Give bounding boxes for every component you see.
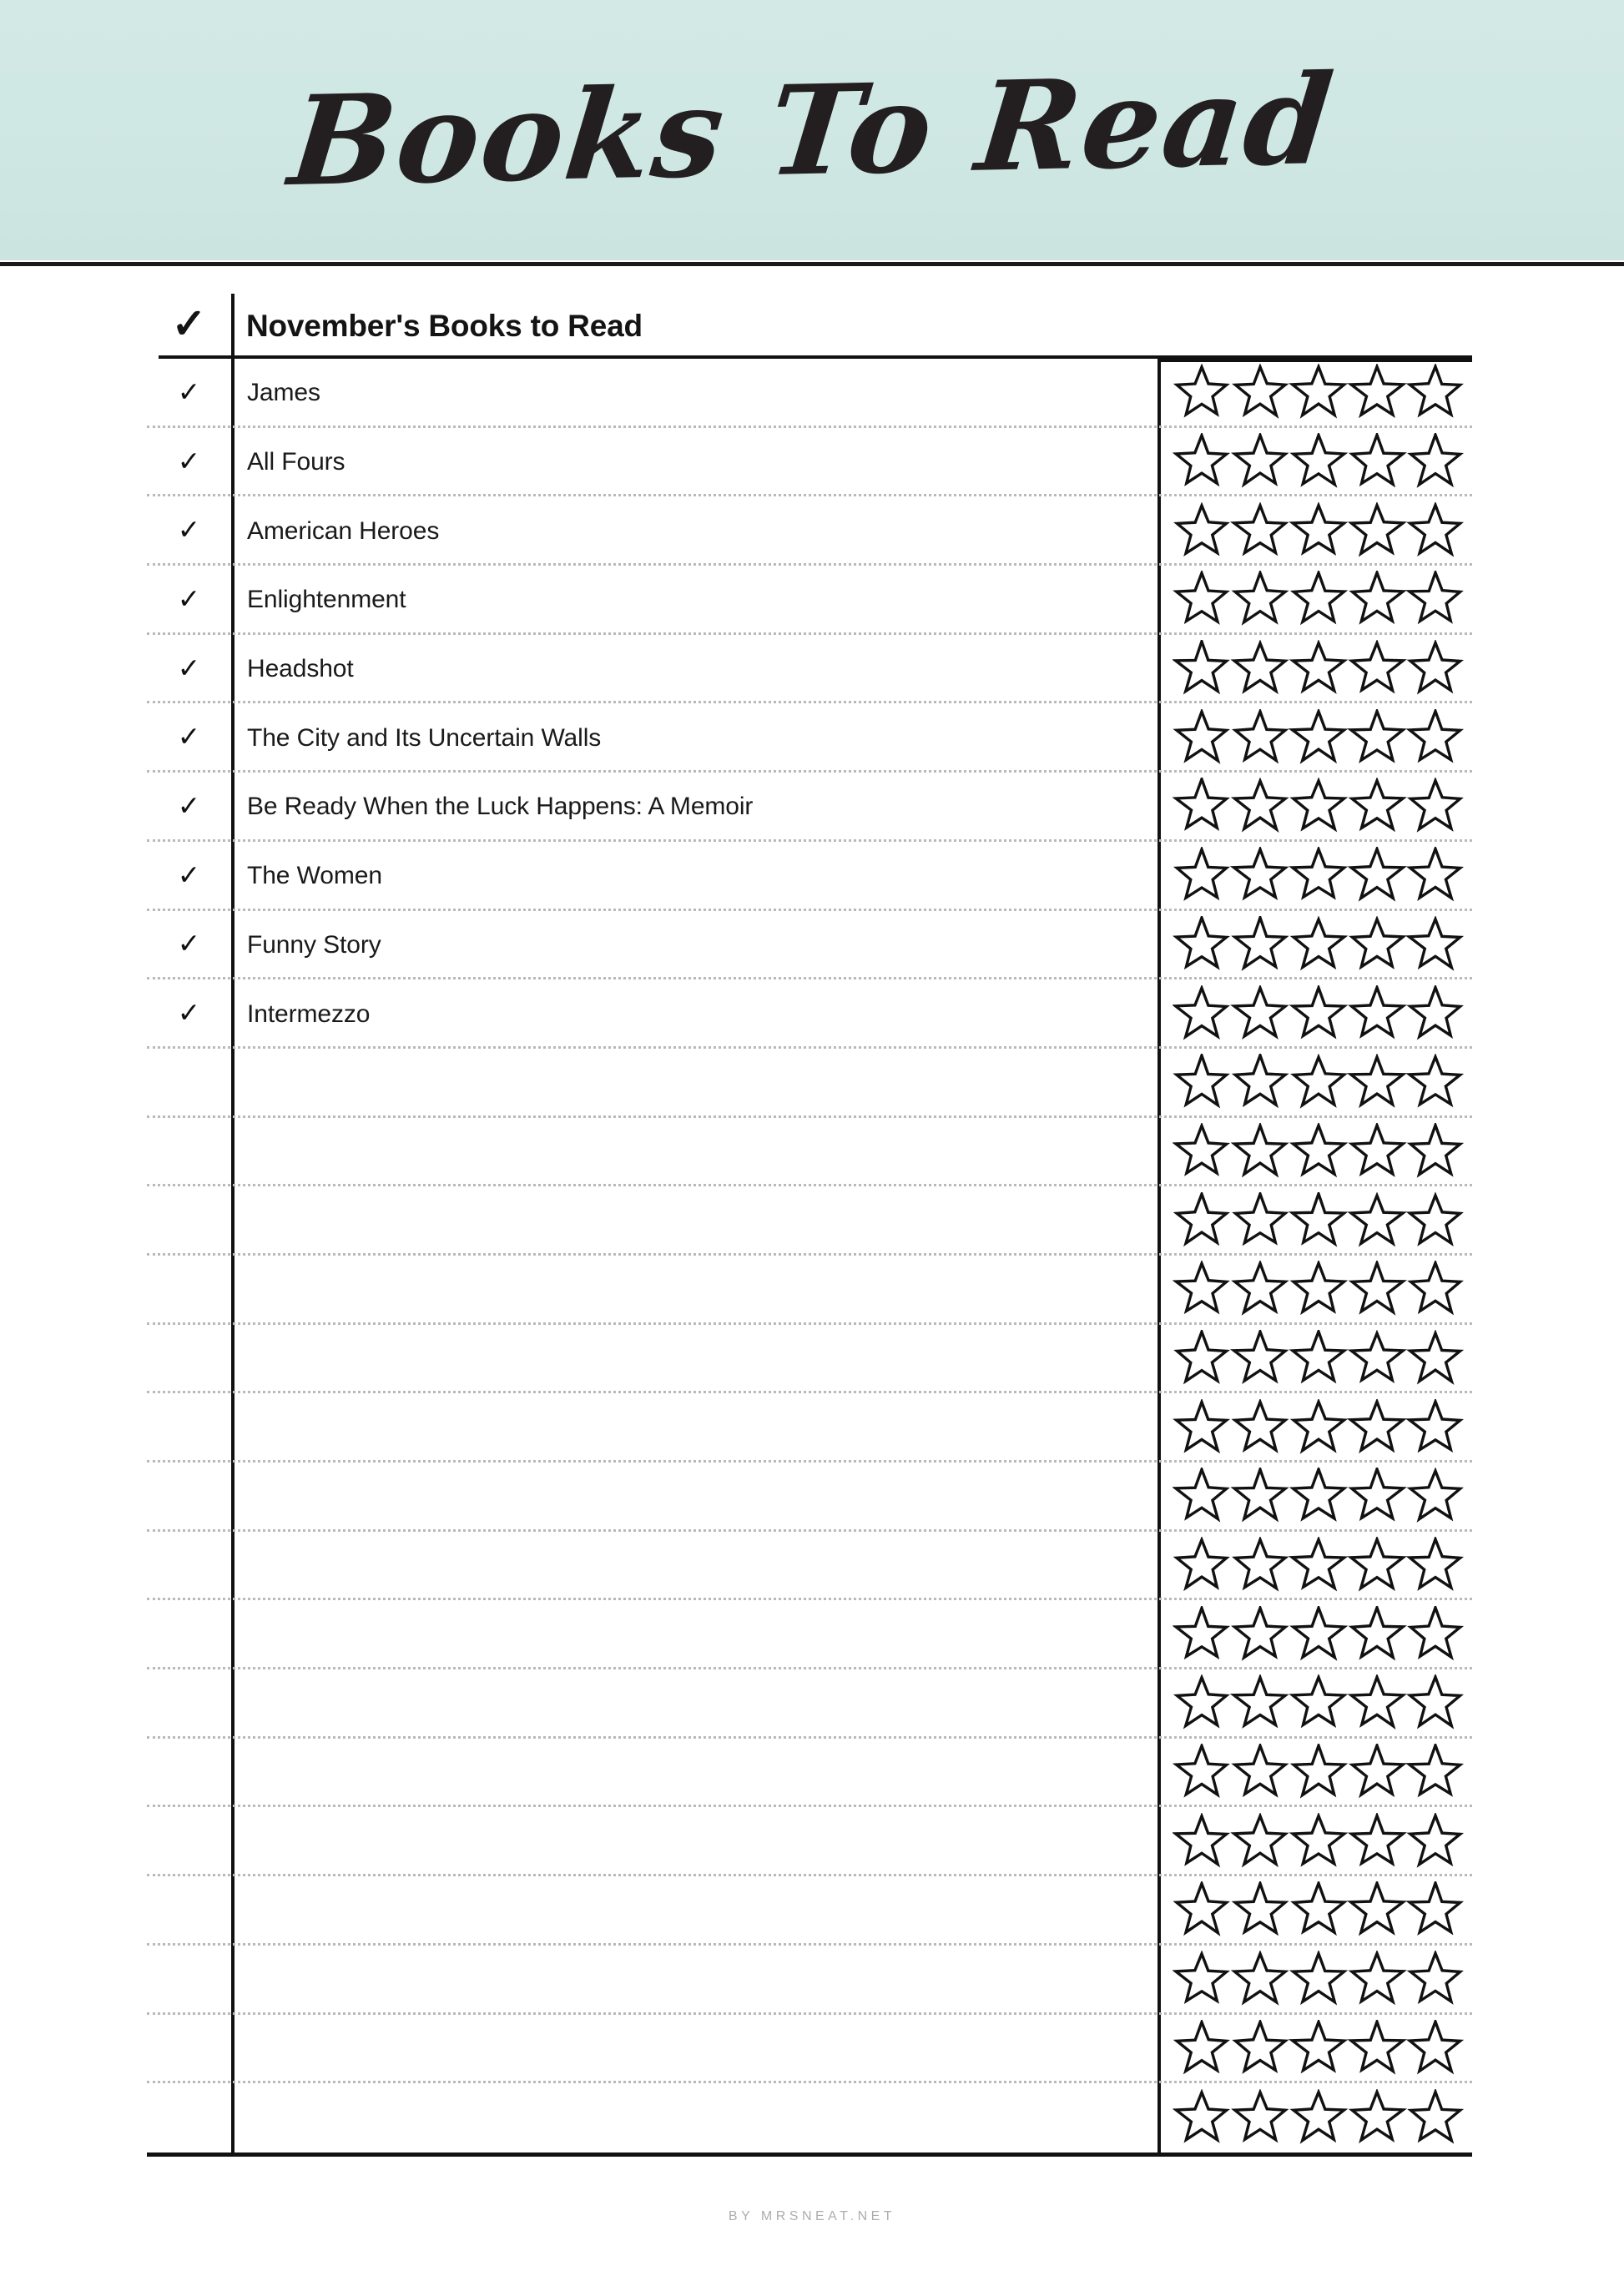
table-row[interactable]: [147, 1256, 1472, 1325]
table-row[interactable]: [147, 1049, 1472, 1118]
star-rating-group[interactable]: [1173, 2020, 1465, 2078]
row-checkmark[interactable]: [147, 1634, 231, 1637]
star-rating-group[interactable]: [1173, 1330, 1465, 1388]
table-row[interactable]: [147, 566, 1472, 635]
star-rating-group[interactable]: [1173, 985, 1465, 1044]
star-rating-group[interactable]: [1173, 433, 1465, 491]
footer-credit: BY MRSNEAT.NET: [728, 2209, 896, 2223]
table-row[interactable]: [147, 1669, 1472, 1739]
row-book-title[interactable]: Headshot: [247, 655, 354, 683]
table-row[interactable]: [147, 703, 1472, 773]
row-star-rating[interactable]: [1161, 1537, 1472, 1595]
star-rating-group[interactable]: [1173, 1192, 1465, 1251]
table-row[interactable]: [147, 911, 1472, 980]
row-book-title[interactable]: Intermezzo: [247, 999, 371, 1028]
table-row[interactable]: [147, 1393, 1472, 1463]
row-checkmark[interactable]: [147, 1840, 231, 1844]
star-rating-group[interactable]: [1173, 1674, 1465, 1733]
star-rating-group[interactable]: [1173, 709, 1465, 768]
row-star-rating[interactable]: [1161, 2020, 1472, 2078]
row-star-rating[interactable]: [1161, 571, 1472, 629]
table-row[interactable]: [147, 496, 1472, 566]
row-checkmark[interactable]: [147, 1288, 231, 1292]
row-checkmark[interactable]: ✓: [177, 445, 201, 476]
table-row[interactable]: [147, 1739, 1472, 1808]
table-row[interactable]: [147, 1186, 1472, 1256]
row-book-title[interactable]: Enlightenment: [247, 586, 406, 614]
star-rating-group[interactable]: [1173, 1399, 1465, 1458]
row-checkmark[interactable]: ✓: [177, 652, 201, 683]
row-star-rating[interactable]: [1161, 916, 1472, 974]
table-row[interactable]: [147, 1532, 1472, 1601]
row-checkmark[interactable]: ✓: [177, 582, 201, 614]
row-book-title[interactable]: The Women: [247, 862, 382, 890]
row-checkmark[interactable]: [147, 1495, 231, 1498]
row-book-title[interactable]: All Fours: [247, 448, 345, 476]
row-star-rating[interactable]: [1161, 1744, 1472, 1802]
table-row[interactable]: [147, 359, 1472, 428]
header-divider-rule-inner: [0, 262, 1624, 266]
row-star-rating[interactable]: [1161, 364, 1472, 422]
row-star-rating[interactable]: [1161, 1813, 1472, 1871]
row-star-rating[interactable]: [1161, 1399, 1472, 1458]
star-rating-group[interactable]: [1173, 1606, 1465, 1664]
row-star-rating[interactable]: [1161, 1674, 1472, 1733]
table-row[interactable]: [147, 842, 1472, 911]
row-checkmark[interactable]: [147, 1427, 231, 1430]
row-checkmark[interactable]: [147, 1220, 231, 1223]
row-checkmark[interactable]: [147, 1151, 231, 1154]
table-body: [147, 359, 1472, 2157]
table-row[interactable]: [147, 1600, 1472, 1669]
row-star-rating[interactable]: [1161, 1123, 1472, 1181]
row-checkmark[interactable]: ✓: [177, 858, 201, 890]
star-rating-group[interactable]: [1173, 1951, 1465, 2009]
row-checkmark[interactable]: ✓: [177, 375, 201, 407]
table-row[interactable]: [147, 1946, 1472, 2015]
star-rating-group[interactable]: [1173, 1537, 1465, 1595]
row-book-title[interactable]: Funny Story: [247, 930, 381, 959]
table-row[interactable]: [147, 1118, 1472, 1187]
star-rating-group[interactable]: [1173, 1261, 1465, 1319]
star-rating-group[interactable]: [1173, 364, 1465, 422]
row-book-title[interactable]: Be Ready When the Luck Happens: A Memoir: [247, 793, 754, 821]
table-row[interactable]: [147, 635, 1472, 704]
row-book-title[interactable]: The City and Its Uncertain Walls: [247, 723, 602, 752]
row-checkmark[interactable]: ✓: [177, 997, 201, 1029]
star-rating-group[interactable]: [1173, 640, 1465, 698]
star-rating-group[interactable]: [1173, 502, 1465, 561]
table-row[interactable]: [147, 1807, 1472, 1876]
star-rating-group[interactable]: [1173, 1054, 1465, 1112]
row-checkmark[interactable]: ✓: [177, 721, 201, 753]
row-star-rating[interactable]: [1161, 1192, 1472, 1251]
row-checkmark[interactable]: [147, 1771, 231, 1775]
row-star-rating[interactable]: [1161, 778, 1472, 836]
row-star-rating[interactable]: [1161, 985, 1472, 1044]
star-rating-group[interactable]: [1173, 2089, 1465, 2147]
star-rating-group[interactable]: [1173, 1468, 1465, 1526]
row-book-title[interactable]: James: [247, 379, 320, 407]
row-star-rating[interactable]: [1161, 502, 1472, 561]
row-star-rating[interactable]: [1161, 1054, 1472, 1112]
row-star-rating[interactable]: [1161, 1261, 1472, 1319]
row-star-rating[interactable]: [1161, 1951, 1472, 2009]
row-checkmark[interactable]: [147, 2047, 231, 2051]
star-rating-group[interactable]: [1173, 571, 1465, 629]
star-rating-group[interactable]: [1173, 1744, 1465, 1802]
row-star-rating[interactable]: [1161, 1330, 1472, 1388]
row-checkmark[interactable]: [147, 1978, 231, 1981]
row-star-rating[interactable]: [1161, 847, 1472, 905]
row-star-rating[interactable]: [1161, 1881, 1472, 1940]
star-rating-group[interactable]: [1173, 778, 1465, 836]
row-checkmark[interactable]: ✓: [177, 514, 201, 546]
table-row[interactable]: [147, 2015, 1472, 2084]
row-star-rating[interactable]: [1161, 2089, 1472, 2147]
star-rating-group[interactable]: [1173, 847, 1465, 905]
table-row[interactable]: [147, 2083, 1472, 2152]
row-star-rating[interactable]: [1161, 1468, 1472, 1526]
row-star-rating[interactable]: [1161, 709, 1472, 768]
table-header-row: [147, 294, 1472, 359]
star-rating-group[interactable]: [1173, 916, 1465, 974]
row-checkmark[interactable]: [147, 1909, 231, 1912]
star-rating-group[interactable]: [1173, 1123, 1465, 1181]
row-checkmark[interactable]: ✓: [177, 789, 201, 821]
row-checkmark[interactable]: [147, 1564, 231, 1568]
row-star-rating[interactable]: [1161, 640, 1472, 698]
row-checkmark[interactable]: [147, 1357, 231, 1361]
row-checkmark[interactable]: [147, 1081, 231, 1085]
row-checkmark[interactable]: ✓: [177, 928, 201, 959]
books-checklist-table: [147, 294, 1472, 2157]
table-row[interactable]: [147, 428, 1472, 497]
table-row[interactable]: [147, 1463, 1472, 1532]
table-row[interactable]: [147, 773, 1472, 842]
table-row[interactable]: [147, 979, 1472, 1049]
star-rating-group[interactable]: [1173, 1881, 1465, 1940]
row-star-rating[interactable]: [1161, 1606, 1472, 1664]
row-checkmark[interactable]: [147, 2117, 231, 2120]
table-header-title: November's Books to Read: [246, 309, 643, 343]
header-checkmark-icon: ✓: [171, 300, 207, 347]
table-row[interactable]: [147, 1325, 1472, 1394]
star-rating-group[interactable]: [1173, 1813, 1465, 1871]
table-row[interactable]: [147, 1876, 1472, 1946]
page-title: Books To Read: [283, 46, 1341, 214]
row-checkmark[interactable]: [147, 1702, 231, 1705]
row-star-rating[interactable]: [1161, 433, 1472, 491]
row-book-title[interactable]: American Heroes: [247, 516, 440, 545]
